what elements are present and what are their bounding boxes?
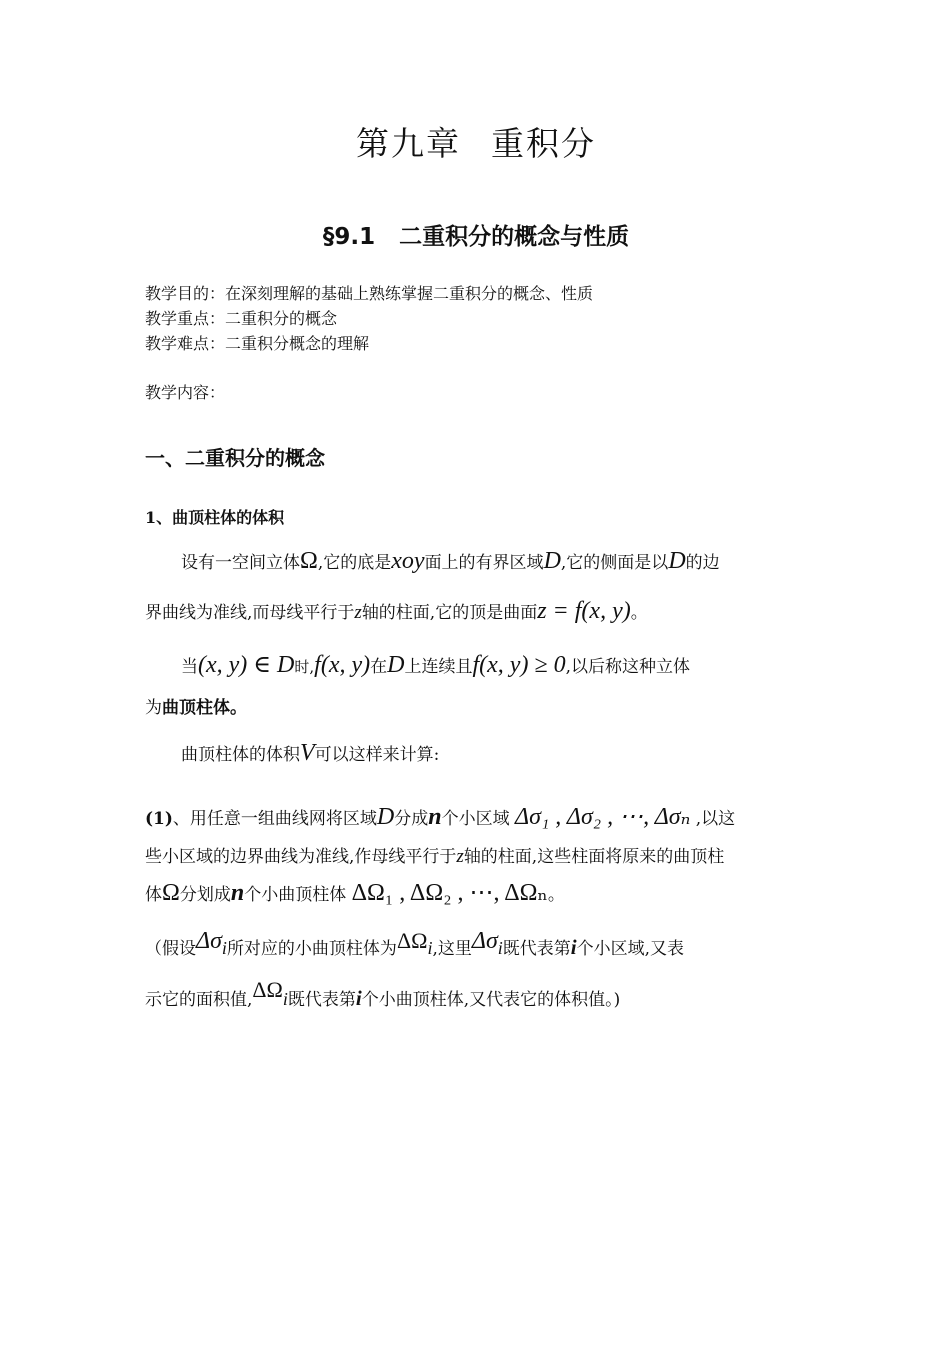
heading-concept: 一、二重积分的概念 — [145, 446, 325, 470]
i-subscript: i — [221, 938, 227, 958]
D-symbol: D — [668, 548, 686, 574]
paragraph-1-line-1: 设有一空间立体Ω,它的底是xoy面上的有界区域D,它的侧面是以D的边 — [181, 548, 720, 574]
D-symbol: D — [376, 804, 395, 830]
xoy-symbol: xoy — [391, 548, 425, 574]
paragraph-4-line-2: 些小区域的边界曲线为准线,作母线平行于z轴的柱面,这些柱面将原来的曲顶柱 — [145, 846, 725, 867]
paragraph-2-line-2: 为曲顶柱体。 — [145, 698, 247, 718]
n-symbol: n — [428, 804, 442, 830]
nonneg-formula: f(x, y) ≥ 0 — [472, 652, 566, 678]
chapter-title — [0, 118, 952, 165]
z-symbol: z — [456, 846, 464, 867]
section-number: §9.1 — [322, 224, 376, 250]
i-symbol: i — [570, 935, 577, 959]
teaching-difficulty: 教学难点：二重积分概念的理解 — [145, 334, 370, 353]
teaching-focus: 教学重点：二重积分的概念 — [145, 309, 338, 328]
D-symbol: D — [387, 652, 405, 678]
i-subscript: i — [282, 989, 288, 1009]
domain-formula: (x, y) ∈ D — [198, 652, 295, 678]
V-symbol: V — [300, 740, 315, 766]
delta-sigma-symbol: Δσ — [196, 928, 222, 954]
z-symbol: z — [354, 602, 362, 623]
paragraph-1-line-2: 界曲线为准线,而母线平行于z轴的柱面,它的顶是曲面z = f(x, y)。 — [145, 598, 648, 624]
delta-omega-symbol: ΔΩ — [396, 928, 428, 953]
omega-symbol: Ω — [300, 548, 318, 574]
D-symbol: D — [543, 548, 561, 574]
omega-symbol: Ω — [162, 880, 180, 906]
paragraph-4-line-1: (1)、用任意一组曲线网将区域D分成n个小区域 Δσ₁ , Δσ₂ , ⋯, Δσₙ ,以这 — [145, 804, 736, 830]
delta-omega-symbol: ΔΩ — [252, 977, 283, 1002]
paragraph-5-line-1: （假设Δσi所对应的小曲顶柱体为ΔΩi,这里Δσi既代表第i个小区域,又表 — [145, 928, 685, 959]
teaching-goal: 教学目的：在深刻理解的基础上熟练掌握二重积分的概念、性质 — [145, 284, 594, 303]
sigma-partition-formula: Δσ₁ , Δσ₂ , ⋯, Δσₙ — [515, 804, 691, 830]
section-title — [0, 218, 952, 251]
delta-sigma-symbol: Δσ — [471, 928, 498, 954]
paragraph-4-line-3: 体Ω分划成n个小曲顶柱体 ΔΩ₁ , ΔΩ₂ , ⋯, ΔΩₙ。 — [145, 880, 565, 906]
section-name: 二重积分的概念与性质 — [399, 224, 630, 250]
chapter-number: 第九章 — [356, 124, 461, 163]
n-symbol: n — [230, 880, 245, 906]
paragraph-5-line-2: 示它的面积值,ΔΩi既代表第i个小曲顶柱体,又代表它的体积值。) — [145, 977, 621, 1010]
term-curved-cylinder: 曲顶柱体。 — [162, 698, 247, 718]
step-number: (1) — [145, 809, 173, 829]
i-symbol: i — [355, 986, 362, 1010]
paragraph-2-line-1: 当(x, y) ∈ D时,f(x, y)在D上连续且f(x, y) ≥ 0,以后称这种立体 — [181, 652, 691, 678]
teaching-content-label: 教学内容： — [145, 383, 226, 402]
heading-volume: 1、曲顶柱体的体积 — [145, 508, 285, 527]
function-formula: f(x, y) — [314, 652, 371, 678]
surface-formula: z = f(x, y) — [537, 598, 631, 624]
paragraph-3: 曲顶柱体的体积V可以这样来计算: — [181, 740, 440, 766]
chapter-name: 重积分 — [491, 124, 596, 163]
i-subscript: i — [427, 938, 433, 958]
omega-partition-formula: ΔΩ₁ , ΔΩ₂ , ⋯, ΔΩₙ — [351, 880, 548, 906]
i-subscript: i — [497, 938, 503, 958]
